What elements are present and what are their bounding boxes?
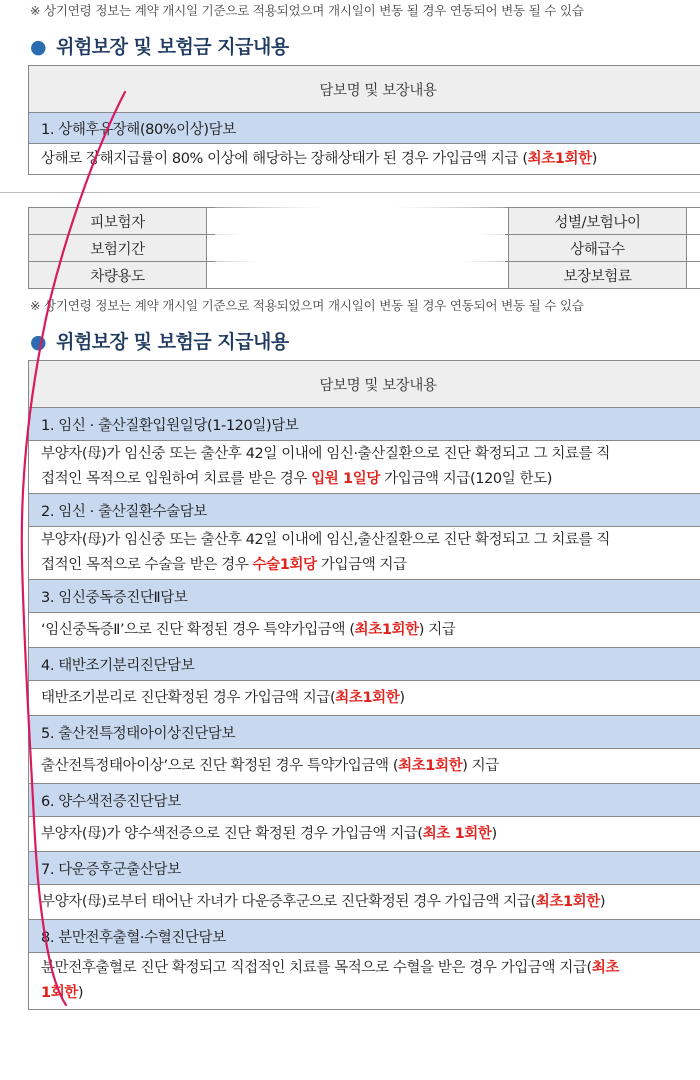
desc-text: 분만전후출혈로 진단 확정되고 직접적인 치료를 목적으로 수혈을 받은 경우 가입금액 지급( [41, 960, 592, 976]
coverage-title: 7. 다운증후군출산담보 [29, 852, 700, 885]
vehicle-label: 차량용도 [29, 262, 207, 289]
desc-highlight: 최초1회한 [354, 621, 419, 638]
desc-end: ) [491, 825, 497, 842]
insured-label: 피보험자 [29, 208, 207, 235]
coverage-title: 8. 분만전후출혈·수혈진단담보 [29, 920, 700, 953]
desc-text: 부양자(母)가 임신중 또는 출산후 42일 이내에 임신·출산질환으로 진단 확정되고 그 치료를 직 [41, 446, 611, 462]
age-notice-bottom: ※ 상기연령 정보는 계약 개시일 기준으로 적용되었으며 개시일이 변동 될 경우 연동되어 변동 될 수 있습 [30, 298, 584, 313]
coverage-title: 5. 출산전특정태아이상진단담보 [29, 716, 700, 749]
coverage-title: 1. 상해후유장해(80%이상)담보 [29, 113, 700, 144]
injury-grade-label: 상해급수 [509, 235, 687, 262]
section-heading-top-text: 위험보장 및 보험금 지급내용 [56, 36, 289, 58]
premium-label: 보장보험료 [509, 262, 687, 289]
desc-highlight: 최초 [591, 960, 620, 976]
desc-highlight: 수술1회당 [252, 557, 317, 573]
desc-end: ) [77, 985, 84, 1001]
gender-age-label: 성별/보험나이 [509, 208, 687, 235]
table-header-cell: 담보명 및 보장내용 [29, 361, 700, 408]
desc-text: ‘임신중독증Ⅱ’으로 진단 확정된 경우 특약가입금액 ( [41, 621, 355, 638]
desc-end: 가입금액 지급 [316, 557, 407, 573]
coverage-title: 3. 임신중독증진단Ⅱ담보 [29, 580, 700, 613]
desc-highlight: 최초1회한 [535, 893, 600, 910]
desc-text: 상해로 장해지급률이 80% 이상에 해당하는 장해상태가 된 경우 가입금액 지급 ( [41, 150, 528, 167]
coverage-title: 1. 임신 · 출산질환입원일당(1-120일)담보 [29, 408, 700, 441]
desc-end: ) [399, 689, 405, 706]
desc-end: 가입금액 지급(120일 한도) [379, 471, 553, 487]
desc-text: 출산전특정태아이상’으로 진단 확정된 경우 특약가입금액 ( [41, 757, 399, 774]
age-notice-top: ※ 상기연령 정보는 계약 개시일 기준으로 적용되었으며 개시일이 변동 될 경우 연동되어 변동 될 수 있습 [30, 3, 584, 18]
desc-highlight: 최초1회한 [398, 757, 463, 774]
section-heading-bottom-text: 위험보장 및 보험금 지급내용 [56, 331, 289, 353]
desc-highlight: 입원 1일당 [311, 471, 380, 487]
period-label: 보험기간 [29, 235, 207, 262]
coverage-title: 6. 양수색전증진단담보 [29, 784, 700, 817]
desc-highlight: 1회한 [41, 985, 78, 1001]
desc-highlight: 최초1회한 [527, 150, 592, 167]
desc-text: 접적인 목적으로 입원하여 치료를 받은 경우 [41, 471, 312, 487]
desc-end: ) [591, 150, 597, 167]
desc-end: ) [599, 893, 606, 910]
desc-end: ) 지급 [418, 621, 456, 638]
desc-highlight: 최초 1회한 [422, 825, 492, 842]
desc-text: 부양자(母)가 양수색전증으로 진단 확정된 경우 가입금액 지급( [41, 825, 423, 842]
coverage-title: 2. 임신 · 출산질환수술담보 [29, 494, 700, 527]
table-header-cell: 담보명 및 보장내용 [29, 66, 700, 113]
desc-text: 접적인 목적으로 수술을 받은 경우 [41, 557, 253, 573]
coverage-title: 4. 태반조기분리진단담보 [29, 648, 700, 681]
desc-highlight: 최초1회한 [335, 689, 400, 706]
desc-text: 부양자(母)가 임신중 또는 출산후 42일 이내에 임신,출산질환으로 진단 확정되고 그 치료를 직 [41, 532, 611, 548]
desc-text: 부양자(母)로부터 태어난 자녀가 다운증후군으로 진단확정된 경우 가입금액 지급( [41, 893, 536, 910]
desc-end: ) 지급 [462, 757, 499, 774]
desc-text: 태반조기분리로 진단확정된 경우 가입금액 지급( [41, 689, 336, 706]
annotation-stroke [22, 92, 125, 1005]
bullet-dot-icon: ● [30, 331, 47, 353]
bullet-dot-icon: ● [30, 36, 47, 58]
